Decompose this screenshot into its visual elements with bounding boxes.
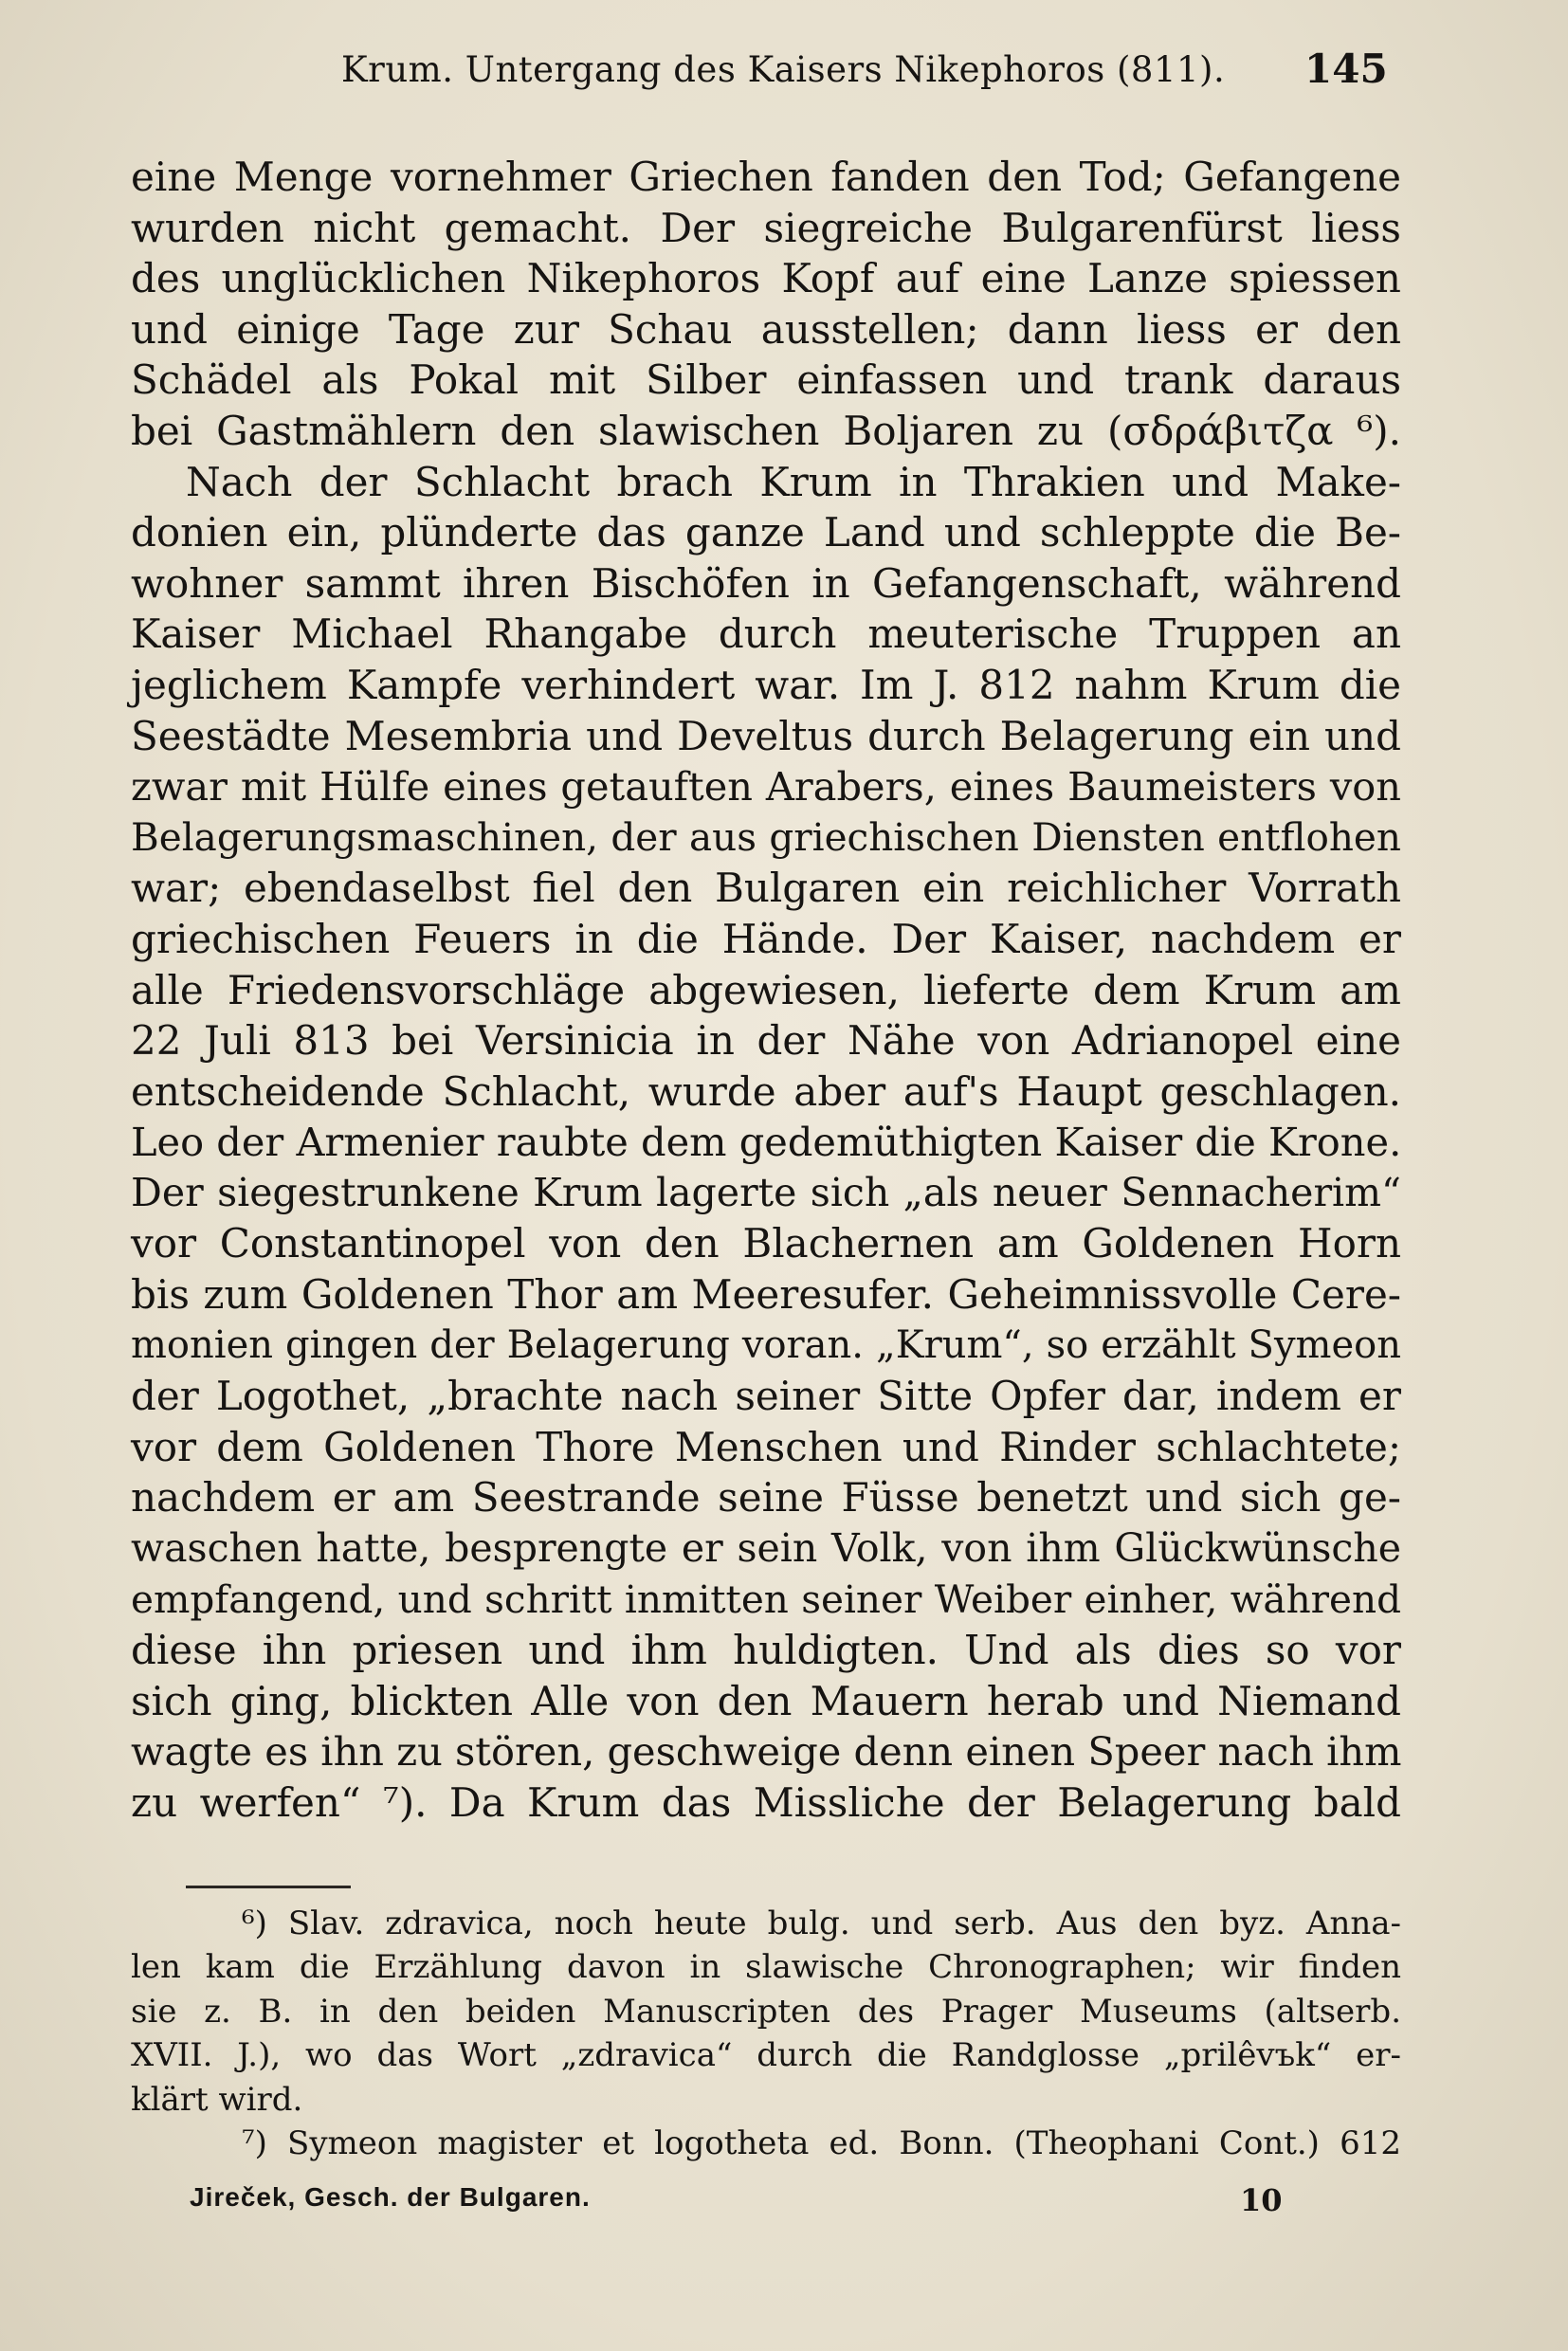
- text-line: 22 Juli 813 bei Versinicia in der Nähe von Adrianopel eine: [131, 1017, 1401, 1065]
- signature-title: Jireček, Gesch. der Bulgaren.: [190, 2182, 591, 2212]
- text-line: des unglücklichen Nikephoros Kopf auf eine Lanze spiessen: [131, 255, 1401, 302]
- text-line: wagte es ihn zu stören, geschweige denn einen Speer nach ihm: [131, 1728, 1402, 1776]
- footnote-line: ⁶) Slav. zdravica, noch heute bulg. und serb. Aus den byz. Anna-: [242, 1904, 1401, 1942]
- text-line: Leo der Armenier raubte dem gedemüthigten Kaiser die Krone.: [131, 1119, 1402, 1166]
- text-line: bei Gastmählern den slawischen Boljaren zu (σδράβιτζα ⁶).: [131, 407, 1401, 454]
- text-line: diese ihn priesen und ihm huldigten. Und als dies so vor: [131, 1627, 1401, 1674]
- text-line: Seestädte Mesembria und Develtus durch Belagerung ein und: [131, 712, 1401, 759]
- text-line: entscheidende Schlacht, wurde aber auf's Haupt geschlagen.: [131, 1067, 1401, 1115]
- page-number: 145: [1304, 46, 1388, 92]
- text-line: jeglichem Kampfe verhindert war. Im J. 812 nahm Krum die: [131, 661, 1401, 708]
- text-line: eine Menge vornehmer Griechen fanden den Tod; Gefangene: [131, 154, 1401, 200]
- signature-number: 10: [1240, 2182, 1283, 2218]
- footnote-rule: [186, 1886, 351, 1888]
- text-line: der Logothet, „brachte nach seiner Sitte Opfer dar, indem er: [131, 1373, 1401, 1420]
- text-line: waschen hatte, besprengte er sein Volk, von ihm Glückwünsche: [131, 1525, 1401, 1572]
- footnote-line: klärt wird.: [131, 2080, 303, 2119]
- text-line: Belagerungsmaschinen, der aus griechischen Diensten entflohen: [131, 813, 1401, 860]
- footnote-line: len kam die Erzählung davon in slawische Chronographen; wir finden: [131, 1948, 1401, 1987]
- text-line: vor dem Goldenen Thore Menschen und Rinder schlachtete;: [131, 1423, 1401, 1470]
- text-line: Der siegestrunkene Krum lagerte sich „als neuer Sennacherim“: [131, 1169, 1401, 1215]
- text-line: und einige Tage zur Schau ausstellen; dann liess er den: [131, 305, 1401, 353]
- text-line: war; ebendaselbst fiel den Bulgaren ein reichlicher Vorrath: [131, 865, 1401, 912]
- body-text: [131, 152, 1401, 1829]
- text-line: Schädel als Pokal mit Silber einfassen und trank daraus: [131, 356, 1401, 404]
- footnotes: [131, 1902, 1401, 2165]
- text-line: zu werfen“ ⁷). Da Krum das Missliche der Belagerung bald: [131, 1779, 1401, 1826]
- text-line: nachdem er am Seestrande seine Füsse benetzt und sich ge-: [131, 1474, 1401, 1522]
- text-line: wurden nicht gemacht. Der siegreiche Bulgarenfürst liess: [131, 204, 1401, 251]
- text-line: bis zum Goldenen Thor am Meeresufer. Geheimnissvolle Cere-: [131, 1271, 1401, 1319]
- signature-line: [190, 2182, 1283, 2224]
- text-line: vor Constantinopel von den Blachernen am Goldenen Horn: [131, 1220, 1401, 1267]
- text-line: empfangend, und schritt inmitten seiner Weiber einher, während: [131, 1576, 1401, 1622]
- text-line: Kaiser Michael Rhangabe durch meuterische Truppen an: [131, 611, 1401, 658]
- text-line: zwar mit Hülfe eines getauften Arabers, eines Baumeisters von: [131, 763, 1401, 811]
- text-line: sich ging, blickten Alle von den Mauern herab und Niemand: [131, 1677, 1401, 1724]
- running-head: Krum. Untergang des Kaisers Nikephoros (811).: [341, 49, 1226, 90]
- page-header: [0, 46, 1568, 106]
- text-line: alle Friedensvorschläge abgewiesen, lieferte dem Krum am: [131, 966, 1401, 1013]
- text-line: monien gingen der Belagerung voran. „Krum“, so erzählt Symeon: [131, 1322, 1401, 1367]
- footnote-line: sie z. B. in den beiden Manuscripten des Prager Museums (altserb.: [131, 1992, 1401, 2031]
- footnote-line: XVII. J.), wo das Wort „zdravica“ durch die Randglosse „prilêvъk“ er-: [131, 2036, 1401, 2075]
- text-line: donien ein, plünderte das ganze Land und schleppte die Be-: [131, 509, 1401, 556]
- text-line: Nach der Schlacht brach Krum in Thrakien und Make-: [186, 458, 1401, 505]
- text-line: wohner sammt ihren Bischöfen in Gefangenschaft, während: [131, 559, 1401, 607]
- text-line: griechischen Feuers in die Hände. Der Kaiser, nachdem er: [131, 915, 1401, 962]
- footnote-line: ⁷) Symeon magister et logotheta ed. Bonn. (Theophani Cont.) 612: [242, 2123, 1401, 2162]
